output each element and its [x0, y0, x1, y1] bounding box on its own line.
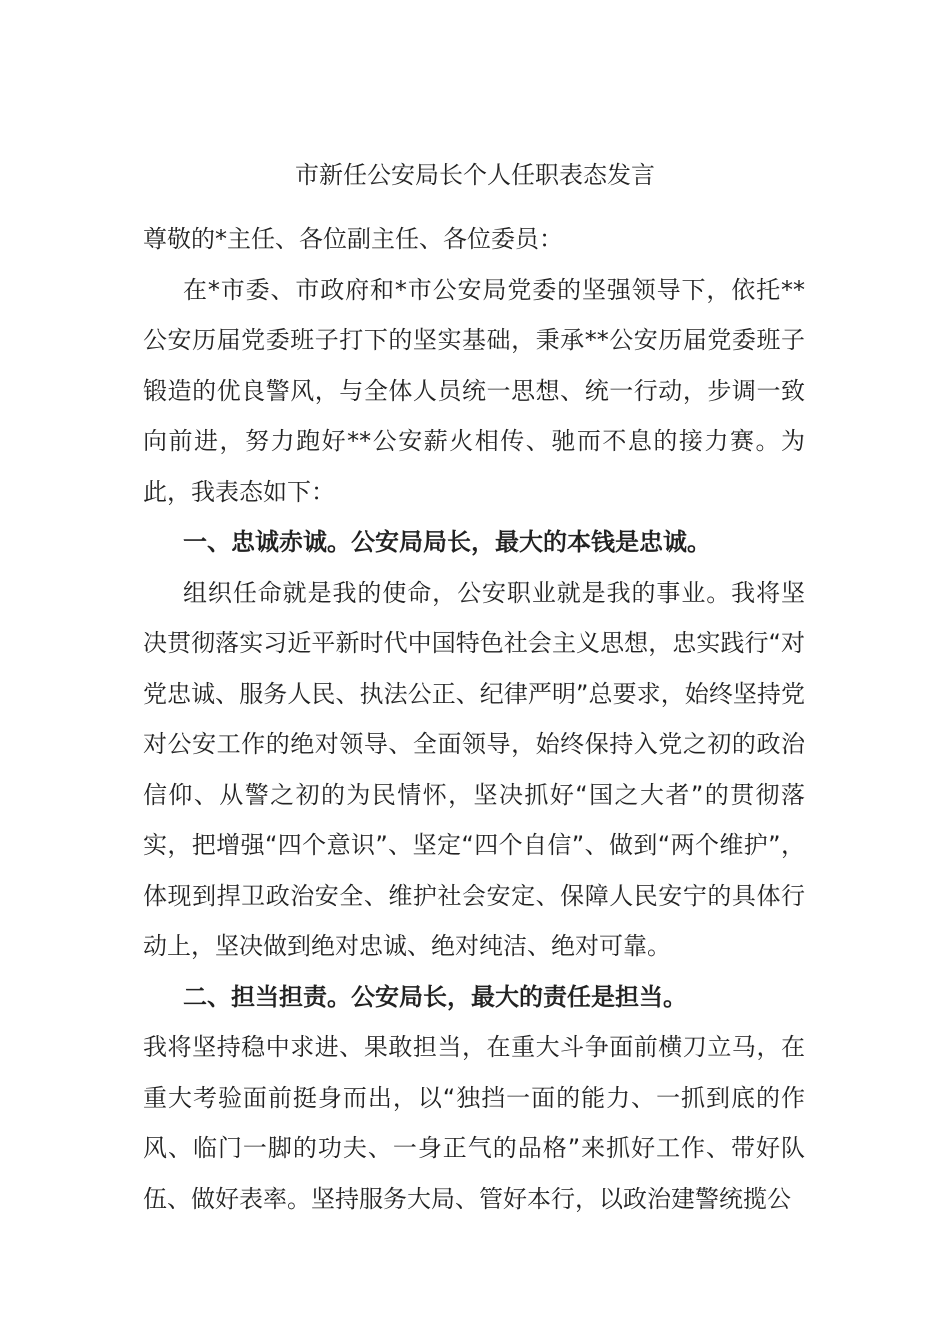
loyalty-paragraph: 组织任命就是我的使命，公安职业就是我的事业。我将坚决贯彻落实习近平新时代中国特色社会主义思想，忠实践行“对党忠诚、服务人民、执法公正、纪律严明”总要求，始终坚持党对公安工作的绝对领导、全面领导，始终保持入党之初的政治信仰、从警之初的为民情怀，坚决抓好“国之大者”的贯彻落实，把增强“四个意识”、坚定“四个自信”、做到“两个维护”，体现到捍卫政治安全、维护社会安定、保障人民安宁的具体行动上，坚决做到绝对忠诚、绝对纯洁、绝对可靠。 [143, 578, 805, 960]
section-heading-loyalty: 一、忠诚赤诚。公安局局长，最大的本钱是忠诚。 [183, 528, 711, 556]
responsibility-paragraph: 我将坚持稳中求进、果敢担当，在重大斗争面前横刀立马，在重大考验面前挺身而出，以“独挡一面的能力、一抓到底的作风、临门一脚的功夫、一身正气的品格”来抓好工作、带好队伍、做好表率。坚持服务大局、管好本行，以政治建警统揽公 [143, 1033, 805, 1213]
intro-paragraph: 在*市委、市政府和*市公安局党委的坚强领导下，依托**公安历届党委班子打下的坚实基础，秉承**公安历届党委班子锻造的优良警风，与全体人员统一思想、统一行动，步调一致向前进，努力跑好**公安薪火相传、驰而不息的接力赛。为此，我表态如下： [143, 275, 805, 506]
section-heading-responsibility: 二、担当担责。公安局长，最大的责任是担当。 [183, 982, 687, 1011]
salutation: 尊敬的*主任、各位副主任、各位委员： [143, 225, 563, 253]
document-body [143, 214, 805, 1224]
document-title: 市新任公安局长个人任职表态发言 [295, 161, 655, 189]
